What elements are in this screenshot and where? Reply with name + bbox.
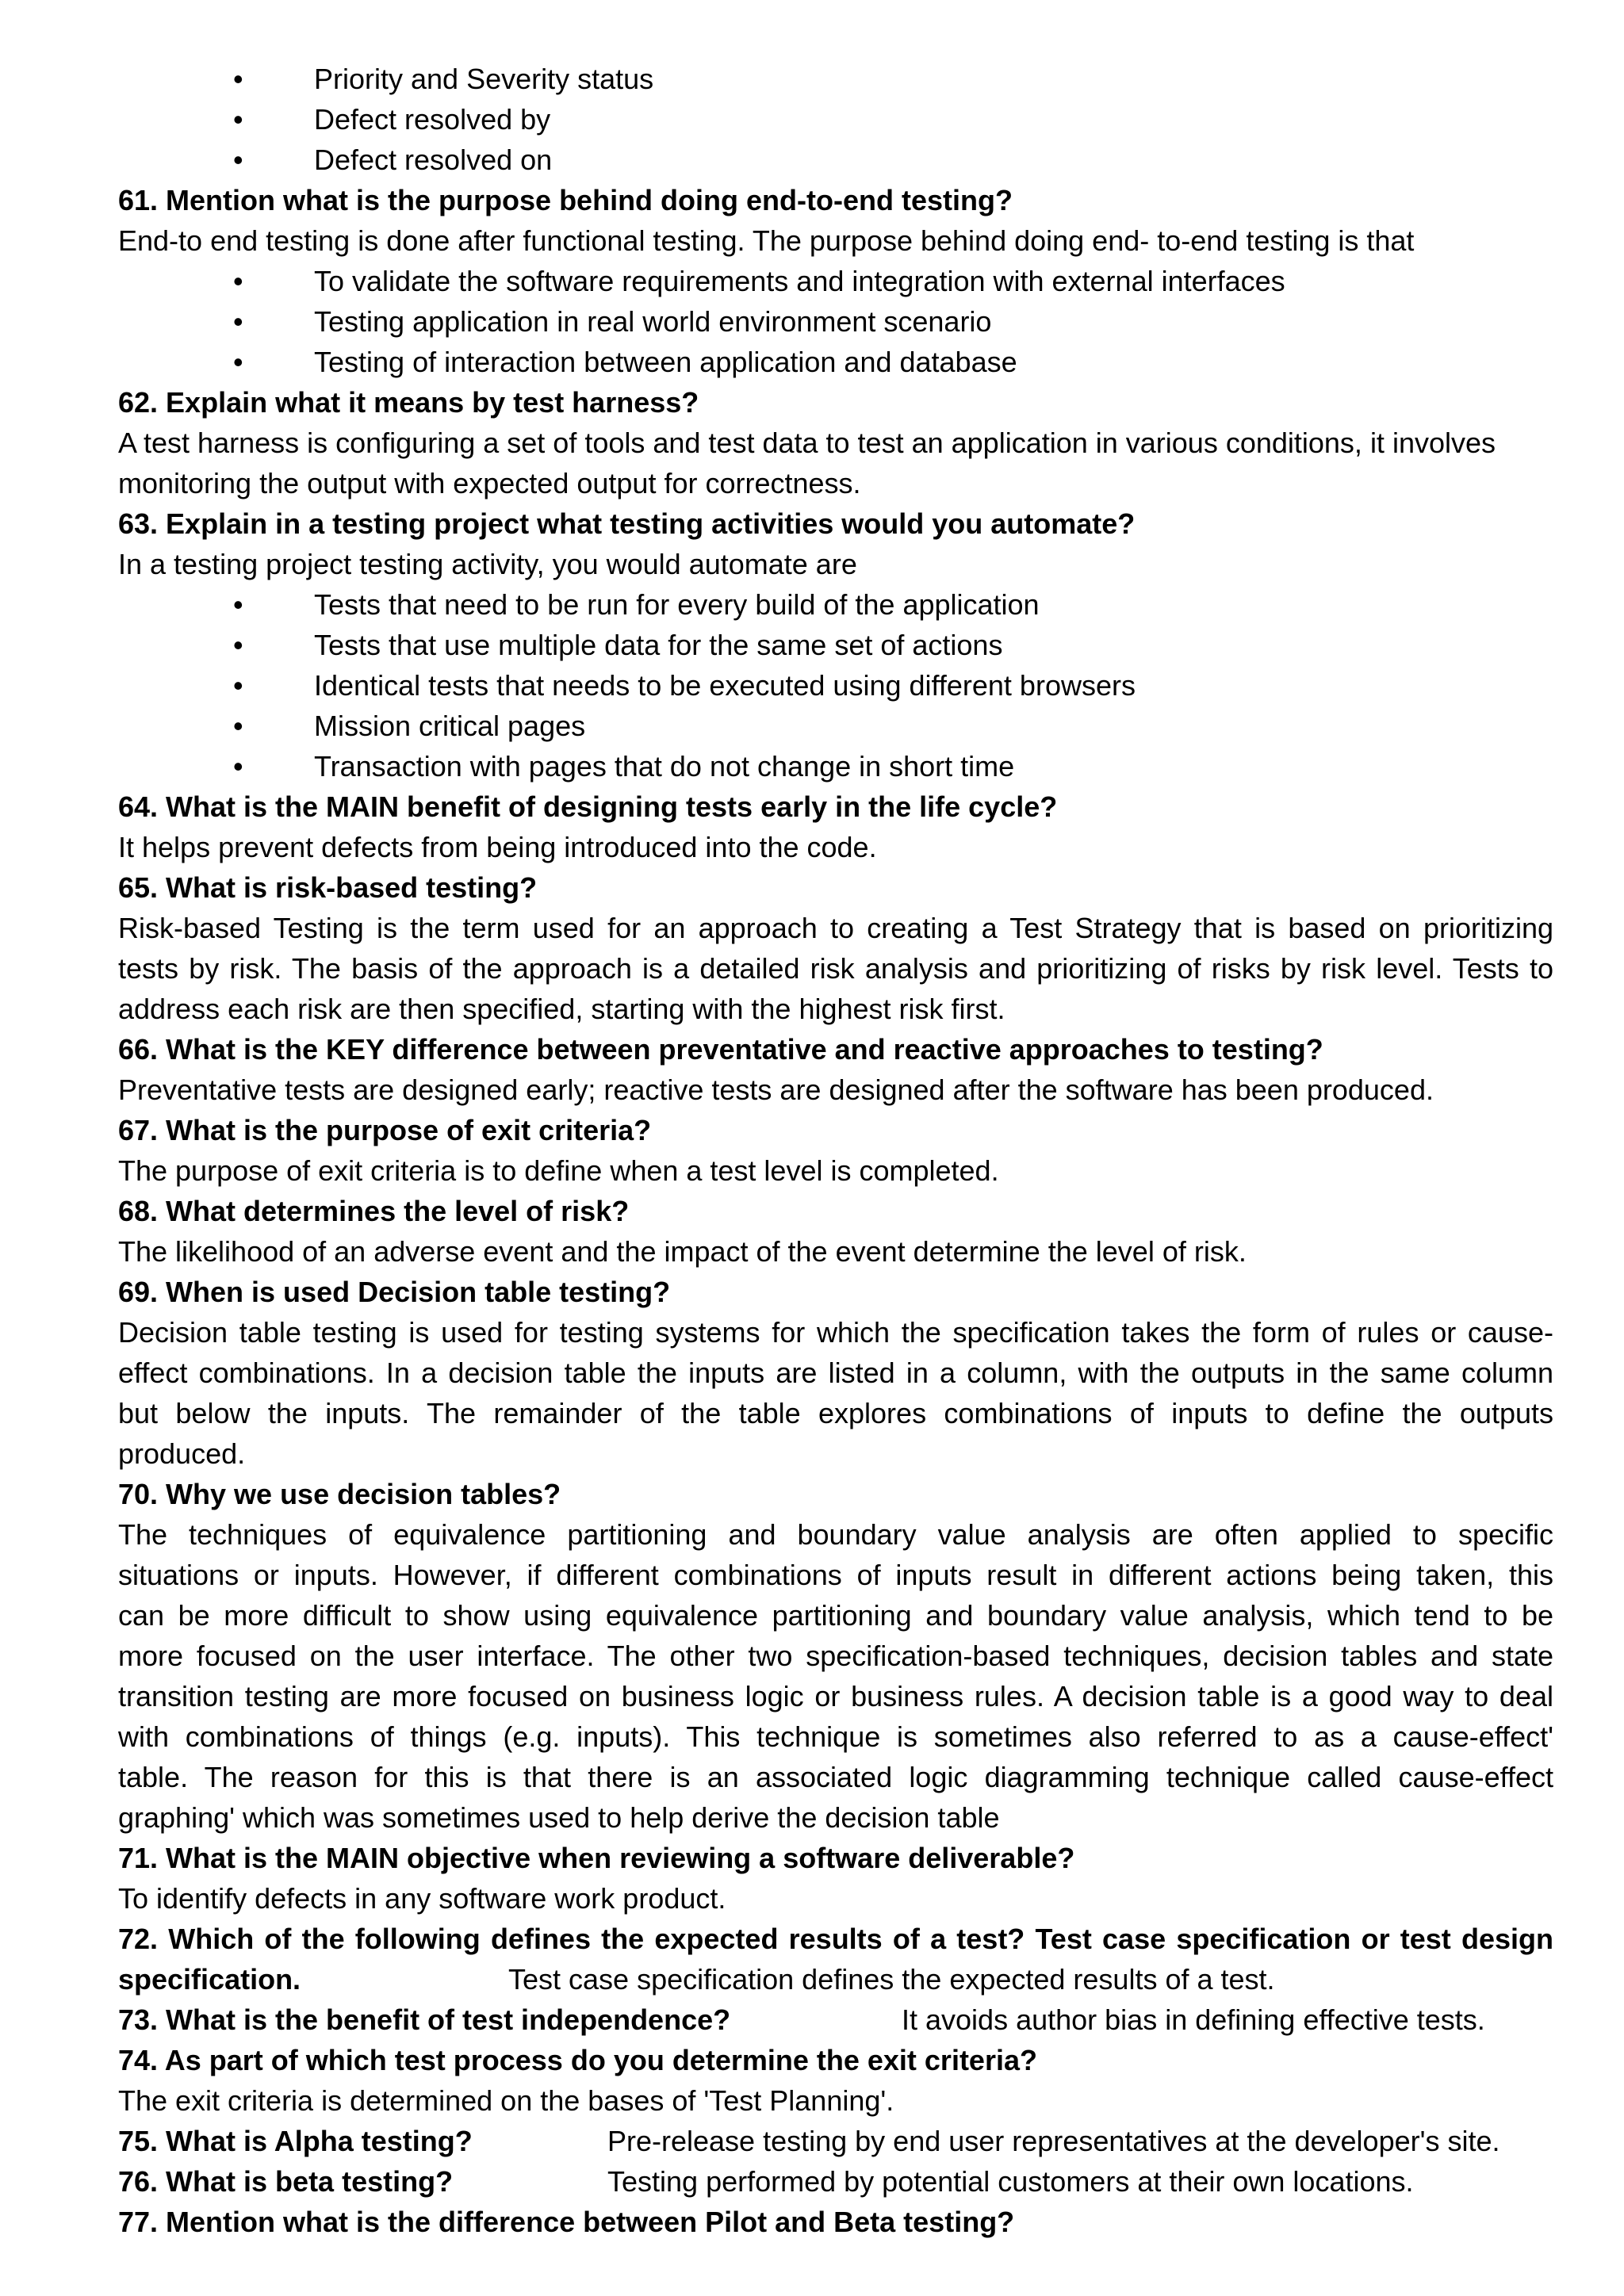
list-item: • Tests that use multiple data for the same set of actions	[118, 625, 1553, 665]
question-70: 70. Why we use decision tables?	[118, 1478, 561, 1510]
question-72-line-1: 72. Which of the following defines the expected results of a test? Test case specification or test design	[118, 1923, 1553, 1955]
question-69: 69. When is used Decision table testing?	[118, 1276, 671, 1308]
list-item: • Defect resolved on	[118, 140, 1553, 180]
answer-73: It avoids author bias in defining effective tests.	[902, 2003, 1485, 2036]
bullet-icon: •	[233, 144, 243, 176]
answer-75: Pre-release testing by end user representatives at the developer's site.	[607, 2125, 1500, 2157]
answer-65-line-1: Risk-based Testing is the term used for an approach to creating a Test Strategy that is based on prioritizing	[118, 912, 1553, 944]
answer-70-line: The techniques of equivalence partitioning and boundary value analysis are often applied to specific	[118, 1518, 1553, 1551]
answer-70-line: transition testing are more focused on business logic or business rules. A decision table is a good way to deal	[118, 1680, 1553, 1712]
question-75-row	[118, 2121, 1553, 2161]
answer-68: The likelihood of an adverse event and the impact of the event determine the level of risk.	[118, 1235, 1247, 1268]
answer-62-line-2: monitoring the output with expected output for correctness.	[118, 467, 861, 499]
answer-70-line: graphing' which was sometimes used to help derive the decision table	[118, 1801, 1000, 1834]
bullet-icon: •	[233, 346, 243, 378]
list-item: • Defect resolved by	[118, 99, 1553, 140]
answer-72: Test case specification defines the expected results of a test.	[508, 1963, 1275, 1996]
question-76-row	[118, 2161, 1553, 2202]
document-page	[118, 59, 1553, 2242]
bullet-icon: •	[233, 265, 243, 297]
question-63: 63. Explain in a testing project what testing activities would you automate?	[118, 507, 1136, 540]
question-72-line-2: specification.	[118, 1963, 301, 1996]
bullet-icon: •	[233, 63, 243, 95]
answer-69-line-4: produced.	[118, 1437, 246, 1470]
answer-65-line-2: tests by risk. The basis of the approach is a detailed risk analysis and prioritizing of risks by risk level. Tests to	[118, 952, 1553, 985]
answer-74: The exit criteria is determined on the bases of 'Test Planning'.	[118, 2084, 894, 2117]
answer-70-line: situations or inputs. However, if different combinations of inputs result in different actions being taken, this	[118, 1559, 1553, 1591]
list-item: • To validate the software requirements and integration with external interfaces	[118, 261, 1553, 301]
question-71: 71. What is the MAIN objective when reviewing a software deliverable?	[118, 1842, 1075, 1874]
question-62: 62. Explain what it means by test harness?	[118, 386, 699, 419]
list-item: • Identical tests that needs to be executed using different browsers	[118, 665, 1553, 706]
bullet-icon: •	[233, 629, 243, 661]
answer-61-intro: End-to end testing is done after functional testing. The purpose behind doing end- to-end testing is that	[118, 224, 1415, 257]
question-74: 74. As part of which test process do you determine the exit criteria?	[118, 2044, 1037, 2076]
answer-70-line: table. The reason for this is that there is an associated logic diagramming technique called cause-effect	[118, 1761, 1553, 1793]
answer-69-line-1: Decision table testing is used for testing systems for which the specification takes the form of rules or cause-	[118, 1316, 1553, 1349]
question-77: 77. Mention what is the difference between Pilot and Beta testing?	[118, 2206, 1015, 2238]
answer-76: Testing performed by potential customers at their own locations.	[607, 2165, 1414, 2198]
question-73-row	[118, 1999, 1553, 2040]
list-item: • Tests that need to be run for every build of the application	[118, 584, 1553, 625]
answer-65-line-3: address each risk are then specified, starting with the highest risk first.	[118, 993, 1005, 1025]
question-68: 68. What determines the level of risk?	[118, 1195, 630, 1227]
question-61: 61. Mention what is the purpose behind doing end-to-end testing?	[118, 184, 1013, 216]
bullet-icon: •	[233, 103, 243, 136]
answer-70-line: more focused on the user interface. The other two specification-based techniques, decision tables and state	[118, 1640, 1553, 1672]
answer-64: It helps prevent defects from being introduced into the code.	[118, 831, 877, 863]
question-72-row	[118, 1959, 1553, 1999]
answer-62-line-1: A test harness is configuring a set of tools and test data to test an application in various conditions, it involves	[118, 427, 1496, 459]
list-item: • Mission critical pages	[118, 706, 1553, 746]
question-67: 67. What is the purpose of exit criteria?	[118, 1114, 652, 1146]
question-65: 65. What is risk-based testing?	[118, 871, 538, 904]
answer-70-line: with combinations of things (e.g. inputs). This technique is sometimes also referred to as a cause-effect'	[118, 1720, 1553, 1753]
list-item: • Testing of interaction between application and database	[118, 342, 1553, 382]
bullet-icon: •	[233, 305, 243, 338]
question-73: 73. What is the benefit of test independence?	[118, 2003, 731, 2036]
list-item: • Testing application in real world environment scenario	[118, 301, 1553, 342]
question-75: 75. What is Alpha testing?	[118, 2125, 473, 2157]
question-76: 76. What is beta testing?	[118, 2165, 454, 2198]
question-64: 64. What is the MAIN benefit of designing tests early in the life cycle?	[118, 790, 1058, 823]
bullet-icon: •	[233, 710, 243, 742]
bullet-icon: •	[233, 750, 243, 783]
answer-63-intro: In a testing project testing activity, you would automate are	[118, 548, 857, 580]
answer-69-line-2: effect combinations. In a decision table the inputs are listed in a column, with the outputs in the same column	[118, 1357, 1553, 1389]
answer-71: To identify defects in any software work product.	[118, 1882, 726, 1915]
answer-66: Preventative tests are designed early; reactive tests are designed after the software has been produced.	[118, 1073, 1434, 1106]
bullet-icon: •	[233, 588, 243, 621]
list-item: • Transaction with pages that do not change in short time	[118, 746, 1553, 786]
answer-70-line: can be more difficult to show using equivalence partitioning and boundary value analysis, which tend to be	[118, 1599, 1553, 1632]
question-66: 66. What is the KEY difference between preventative and reactive approaches to testing?	[118, 1033, 1323, 1066]
answer-69-line-3: but below the inputs. The remainder of the table explores combinations of inputs to define the outputs	[118, 1397, 1553, 1429]
answer-67: The purpose of exit criteria is to define when a test level is completed.	[118, 1154, 999, 1187]
list-item: • Priority and Severity status	[118, 59, 1553, 99]
bullet-icon: •	[233, 669, 243, 702]
